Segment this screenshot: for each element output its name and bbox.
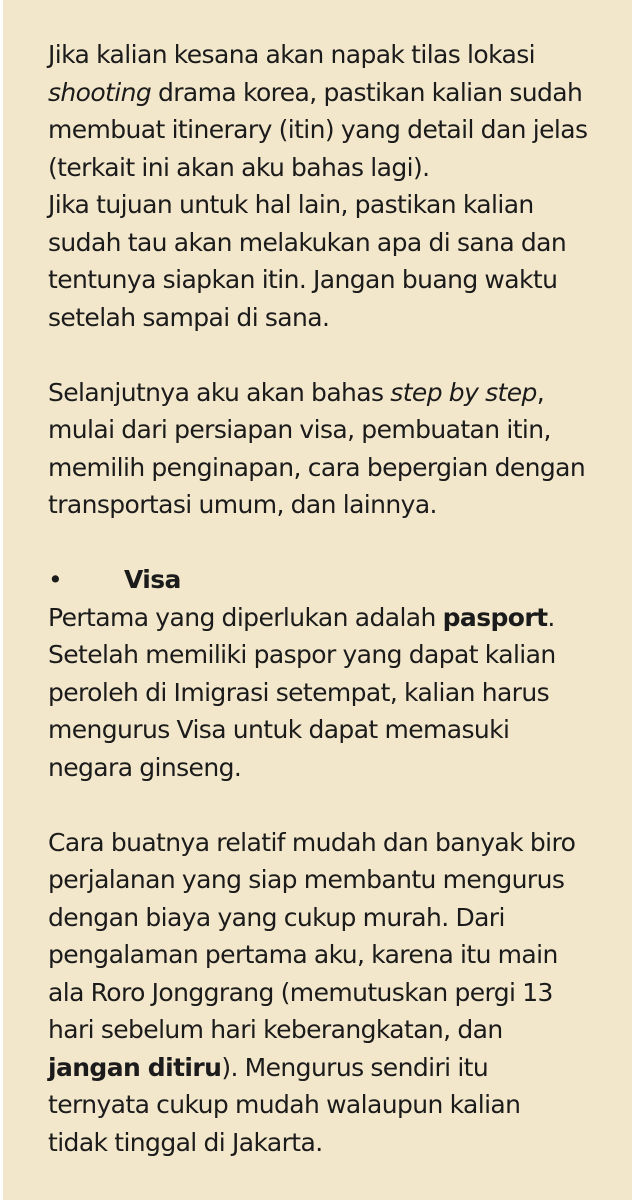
- article-body: [48, 36, 618, 1199]
- text-fragment: Selanjutnya aku akan bahas: [48, 377, 391, 407]
- text-line: setelah sampai di sana.: [48, 302, 330, 332]
- text-fragment: .: [547, 602, 555, 632]
- paragraph-overview: [48, 374, 618, 524]
- text-line: mulai dari persiapan visa, pembuatan itin,: [48, 415, 551, 444]
- text-fragment: drama korea, pastikan kalian sudah: [151, 77, 583, 107]
- text-line: Jika tujuan untuk hal lain, pastikan kalian: [48, 190, 534, 219]
- text-line: memilih penginapan, cara bepergian dengan: [48, 452, 586, 482]
- text-line: dengan biaya yang cukup murah. Dari: [48, 902, 505, 932]
- emphasis-text: shooting: [48, 77, 152, 107]
- text-line: [48, 1049, 618, 1087]
- text-line: perjalanan yang siap membantu mengurus: [48, 865, 565, 894]
- text-line: ternyata cukup mudah walaupun kalian: [48, 1090, 521, 1119]
- text-line: negara ginseng.: [48, 752, 242, 782]
- text-fragment: ,: [536, 377, 545, 407]
- text-line: (terkait ini akan aku bahas lagi).: [48, 152, 430, 182]
- text-line: transportasi umum, dan lainnya.: [48, 490, 437, 519]
- text-line: peroleh di Imigrasi setempat, kalian harus: [48, 677, 550, 707]
- text-line: mengurus Visa untuk dapat memasuki: [48, 715, 510, 744]
- text-line: tidak tinggal di Jakarta.: [48, 1127, 323, 1157]
- text-line: [48, 74, 618, 112]
- text-line: Jika kalian kesana akan napak tilas lokasi: [48, 40, 536, 69]
- text-line: membuat itinerary (itin) yang detail dan jelas: [48, 115, 588, 144]
- page-background: [3, 0, 632, 1200]
- section-visa: [48, 561, 618, 786]
- text-line: hari sebelum hari keberangkatan, dan: [48, 1015, 503, 1044]
- text-fragment: Pertama yang diperlukan adalah: [48, 602, 443, 632]
- text-line: Cara buatnya relatif mudah dan banyak biro: [48, 827, 576, 857]
- text-line: [48, 374, 618, 412]
- paragraph-visa-process: [48, 824, 618, 1162]
- text-line: [48, 599, 618, 637]
- text-line: pengalaman pertama aku, karena itu main: [48, 940, 558, 969]
- text-line: tentunya siapkan itin. Jangan buang waktu: [48, 265, 558, 294]
- text-line: Setelah memiliki paspor yang dapat kalian: [48, 640, 556, 669]
- bullet-icon: •: [48, 565, 63, 594]
- paragraph-intro: [48, 36, 618, 336]
- section-title: Visa: [124, 565, 181, 594]
- text-fragment: ). Mengurus sendiri itu: [221, 1052, 489, 1082]
- text-line: sudah tau akan melakukan apa di sana dan: [48, 227, 567, 257]
- text-line: ala Roro Jonggrang (memutuskan pergi 13: [48, 977, 553, 1007]
- bold-text: jangan ditiru: [48, 1052, 222, 1082]
- visa-heading: [48, 561, 618, 599]
- emphasis-text: step by step: [390, 377, 537, 407]
- bold-text: pasport: [442, 602, 548, 632]
